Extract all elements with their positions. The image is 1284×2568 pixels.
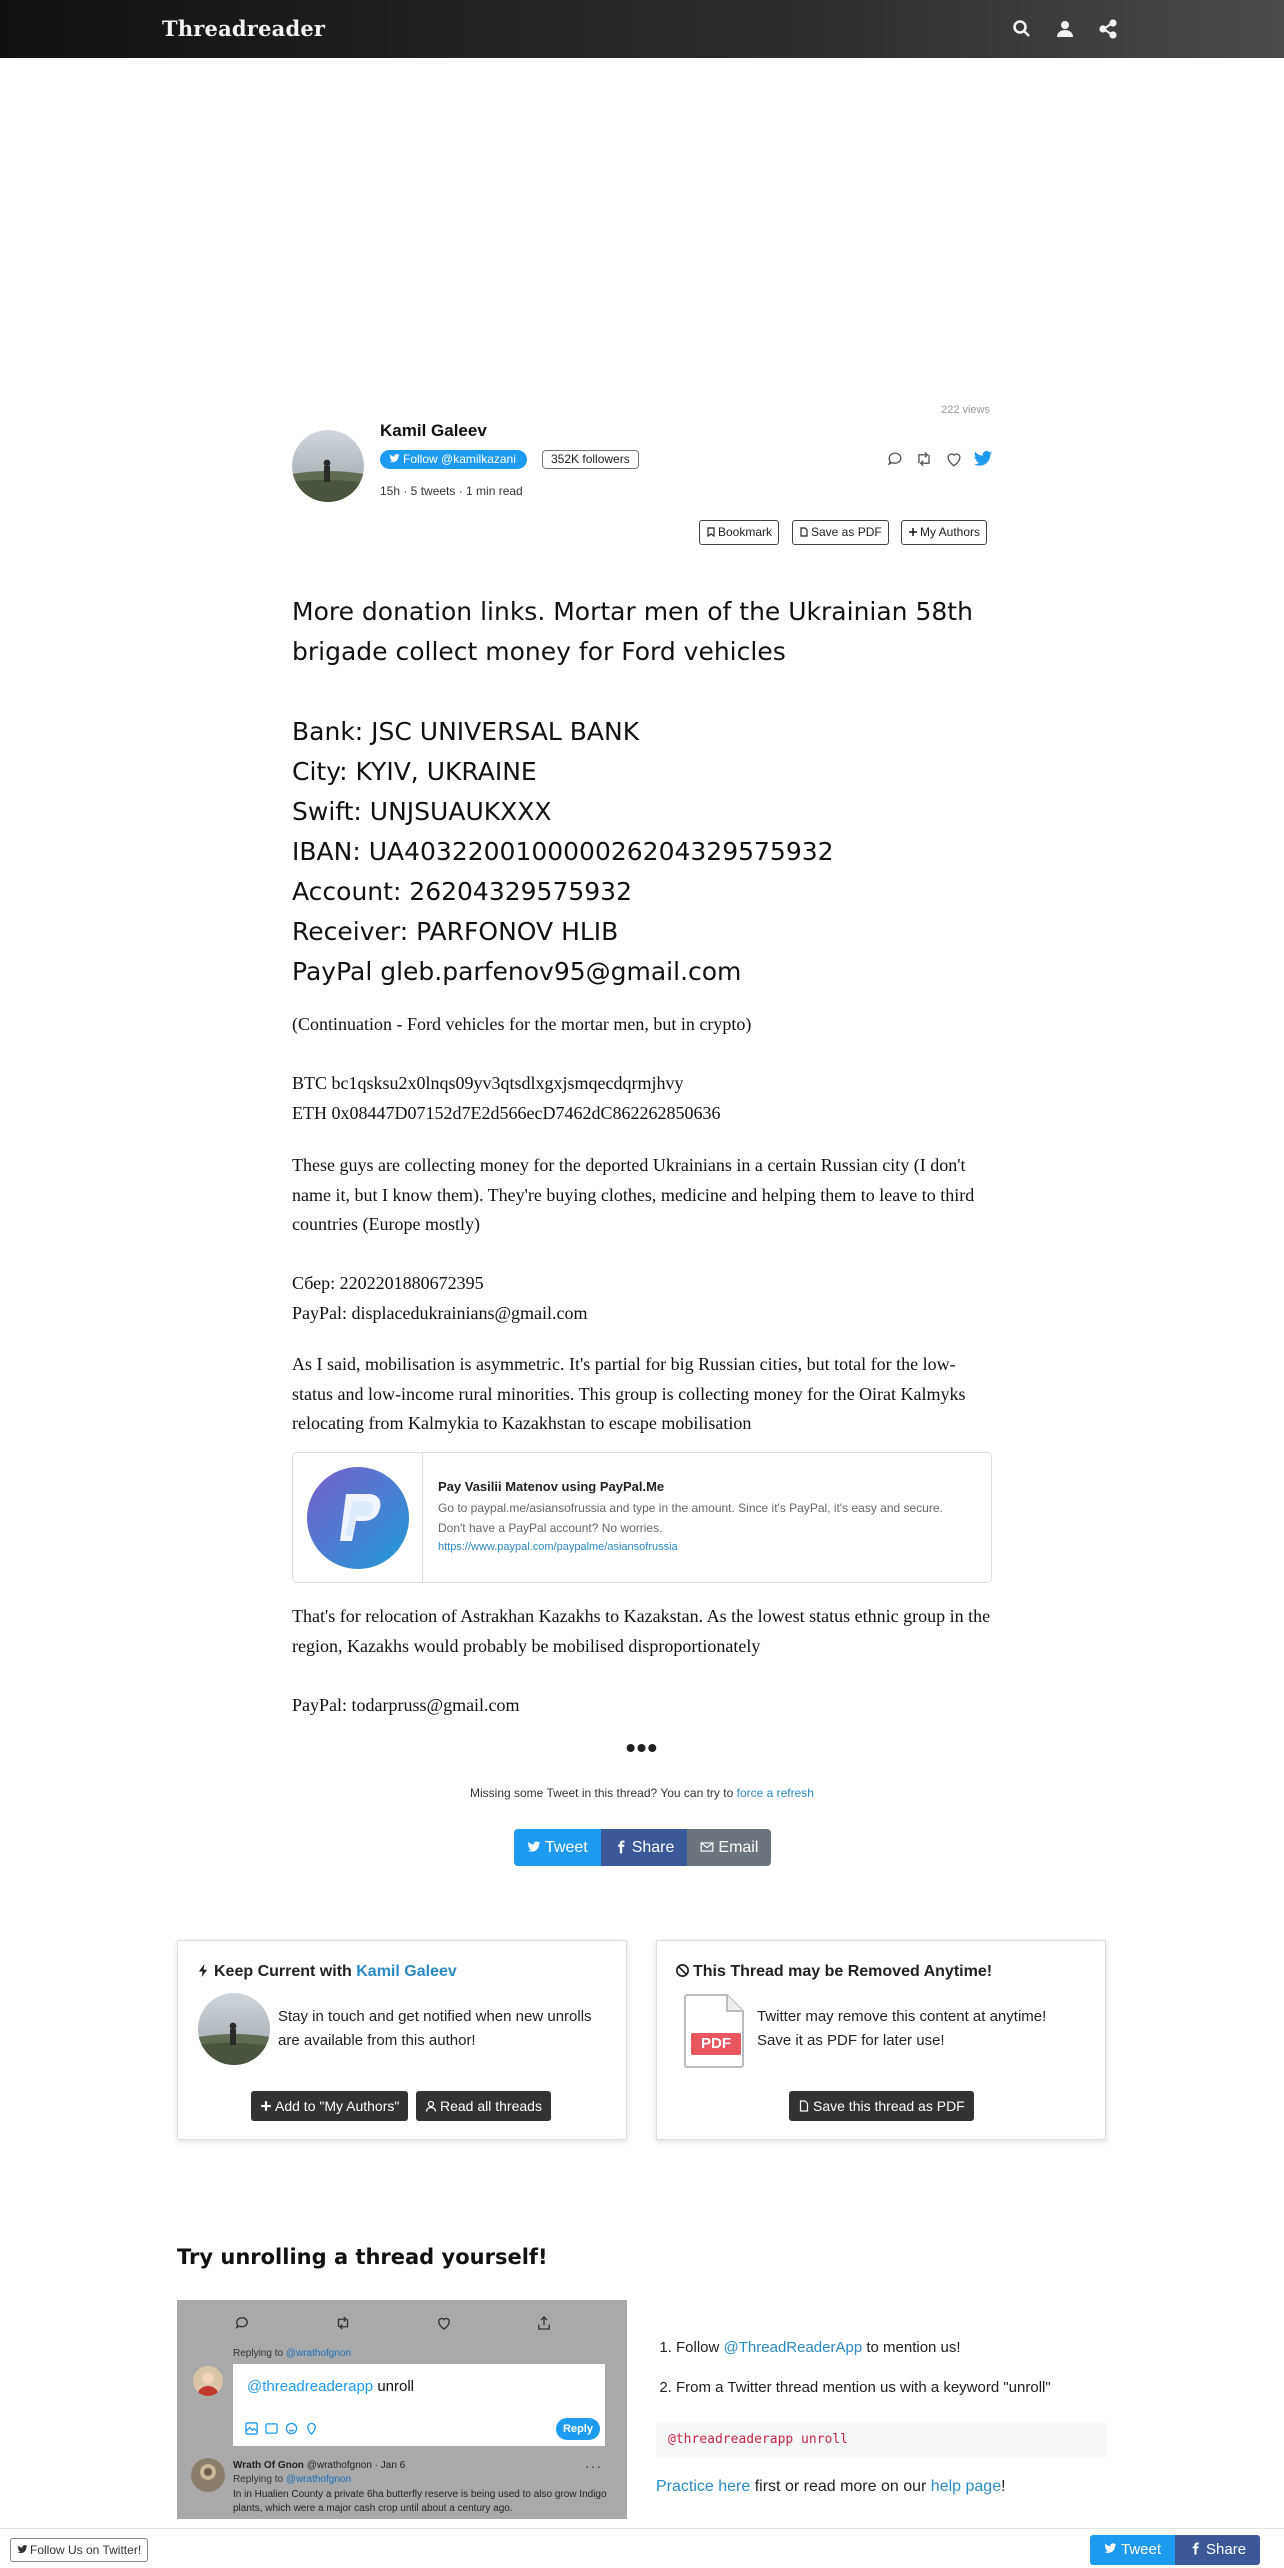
save-thread-pdf-label: Save this thread as PDF bbox=[813, 2098, 965, 2114]
tweet-3-line: PayPal: displacedukrainians@gmail.com bbox=[292, 1302, 588, 1323]
facebook-share-button[interactable] bbox=[601, 1829, 688, 1866]
unroll-step-1 bbox=[676, 2338, 1106, 2358]
save-pdf-button[interactable] bbox=[792, 520, 889, 545]
bookmark-label: Bookmark bbox=[718, 525, 773, 539]
paypal-logo bbox=[293, 1453, 423, 1582]
step-1-prefix: Follow bbox=[676, 2339, 720, 2356]
follow-us-button[interactable] bbox=[10, 2538, 148, 2562]
step-1-suffix: to mention us! bbox=[866, 2339, 961, 2356]
my-authors-button[interactable] bbox=[901, 520, 987, 545]
keep-current-text: Stay in touch and get notified when new unrolls are available from this author! bbox=[278, 2008, 592, 2049]
twitter-icon bbox=[17, 2544, 28, 2555]
tweet-3-line: These guys are collecting money for the deported Ukrainians in a certain Russian city (I don't name it, but I know them). They're buying clothes, medicine and helping them to leave to third countries (Europe mostly) bbox=[292, 1155, 975, 1234]
twitter-icon bbox=[527, 1840, 541, 1854]
file-icon bbox=[798, 2100, 810, 2112]
demo-replying-2 bbox=[233, 2474, 351, 2485]
footer-share-button[interactable] bbox=[1175, 2535, 1260, 2565]
tweet-3-line: Сбер: 2202201880672395 bbox=[292, 1273, 484, 1293]
demo-replying-label-2: Replying to bbox=[233, 2474, 284, 2485]
tweet-3 bbox=[292, 1151, 992, 1328]
like-icon bbox=[435, 2314, 453, 2332]
demo-mention: @threadreaderapp bbox=[247, 2378, 374, 2395]
bolt-icon bbox=[196, 1963, 211, 1978]
keep-current-author-link[interactable]: Kamil Galeev bbox=[356, 1963, 457, 1980]
follow-us-label: Follow Us on Twitter! bbox=[30, 2543, 142, 2557]
tweet-1-line: More donation links. Mortar men of the Ukrainian 58th brigade collect money for Ford vehicles bbox=[292, 597, 973, 666]
emoji-icon bbox=[285, 2422, 298, 2435]
threadreaderapp-link[interactable]: @ThreadReaderApp bbox=[723, 2339, 863, 2356]
email-share-button[interactable] bbox=[687, 1829, 771, 1866]
user-icon bbox=[425, 2100, 437, 2112]
footer-tweet-button[interactable] bbox=[1090, 2535, 1175, 2565]
tweet-5-line: PayPal: todarpruss@gmail.com bbox=[292, 1694, 520, 1715]
force-refresh-link[interactable]: force a refresh bbox=[736, 1786, 814, 1800]
facebook-share-label: Share bbox=[631, 1839, 675, 1856]
tweet-1-line: Account: 26204329575932 bbox=[292, 877, 632, 906]
help-page-link[interactable]: help page bbox=[930, 2478, 1002, 2495]
keep-current-prefix: Keep Current with bbox=[214, 1963, 352, 1980]
bottom-bar bbox=[0, 2528, 1284, 2568]
share-buttons bbox=[514, 1829, 771, 1866]
my-authors-label: My Authors bbox=[920, 525, 981, 539]
removed-text: Twitter may remove this content at anytime! Save it as PDF for later use! bbox=[757, 2008, 1047, 2049]
author-avatar[interactable] bbox=[292, 430, 364, 502]
location-icon bbox=[305, 2422, 318, 2435]
link-card[interactable] bbox=[292, 1452, 992, 1583]
bookmark-button[interactable] bbox=[699, 520, 779, 545]
plus-icon bbox=[908, 527, 918, 537]
envelope-icon bbox=[700, 1840, 714, 1854]
author-name[interactable]: Kamil Galeev bbox=[380, 421, 487, 440]
reply-icon bbox=[233, 2314, 251, 2332]
brand-logo[interactable]: Threadreader bbox=[162, 16, 326, 41]
demo-handle-2: @wrathofgnon bbox=[285, 2474, 352, 2485]
share-icon[interactable] bbox=[1096, 17, 1120, 41]
demo-compose-text bbox=[247, 2378, 414, 2395]
tweet-share-button[interactable] bbox=[514, 1829, 601, 1866]
removed-title bbox=[675, 1963, 992, 1981]
like-icon[interactable] bbox=[944, 449, 964, 469]
ban-icon bbox=[675, 1963, 690, 1978]
read-all-threads-button[interactable] bbox=[416, 2091, 551, 2121]
removed-warning-box bbox=[656, 1940, 1106, 2140]
tweet-1-line: City: KYIV, UKRAINE bbox=[292, 757, 537, 786]
tweet-2-line: (Continuation - Ford vehicles for the mortar men, but in crypto) bbox=[292, 1014, 752, 1034]
demo-reply-button: Reply bbox=[556, 2418, 600, 2440]
demo-avatar-1 bbox=[193, 2366, 223, 2396]
reply-icon[interactable] bbox=[885, 449, 905, 469]
thread-end-ellipsis: ••• bbox=[625, 1732, 659, 1763]
practice-line bbox=[656, 2478, 1006, 2496]
file-icon bbox=[799, 527, 809, 537]
tweet-1-line: Receiver: PARFONOV HLIB bbox=[292, 917, 619, 946]
gif-icon bbox=[265, 2422, 278, 2435]
tweet-2 bbox=[292, 1010, 992, 1128]
pdf-badge-text: PDF bbox=[701, 2035, 731, 2052]
keep-current-title bbox=[196, 1963, 457, 1981]
demo-author-name: Wrath Of Gnon bbox=[233, 2460, 304, 2471]
view-count: 222 views bbox=[941, 404, 990, 416]
search-icon[interactable] bbox=[1010, 17, 1034, 41]
twitter-icon[interactable] bbox=[973, 449, 993, 469]
navbar bbox=[0, 0, 1284, 58]
card-url[interactable]: https://www.paypal.com/paypalme/asiansofrussia bbox=[438, 1541, 678, 1553]
tweet-1-line: Swift: UNJSUAUKXXX bbox=[292, 797, 552, 826]
card-title[interactable]: Pay Vasilii Matenov using PayPal.Me bbox=[438, 1479, 665, 1494]
practice-end: ! bbox=[1001, 2478, 1006, 2495]
tweet-4 bbox=[292, 1350, 992, 1439]
twitter-icon bbox=[389, 453, 400, 464]
tweet-1-line: IBAN: UA403220010000026204329575932 bbox=[292, 837, 834, 866]
twitter-icon bbox=[1104, 2542, 1117, 2555]
thread-meta: 15h · 5 tweets · 1 min read bbox=[380, 484, 523, 498]
demo-tweet-body: In in Hualien County a private 6ha butterfly reserve is being used to also grow Indigo plants, which were a major cash crop until about a century ago. bbox=[233, 2489, 607, 2514]
plus-icon bbox=[260, 2100, 272, 2112]
follow-button[interactable] bbox=[380, 450, 527, 469]
footer-tweet-label: Tweet bbox=[1121, 2541, 1162, 2558]
follow-label: Follow @kamilkazani bbox=[403, 452, 516, 466]
tweet-actions bbox=[880, 449, 993, 469]
demo-tweet-author bbox=[233, 2460, 405, 2471]
tweet-2-line: ETH 0x08447D07152d7E2d566ecD7462dC862262850636 bbox=[292, 1102, 721, 1123]
missing-tweet-note bbox=[292, 1786, 992, 1800]
footer-share-buttons bbox=[1090, 2535, 1260, 2565]
pdf-icon bbox=[681, 1993, 747, 2069]
tweet-share-label: Tweet bbox=[545, 1839, 588, 1856]
demo-handle-1: @wrathofgnon bbox=[285, 2348, 352, 2359]
demo-compose-box bbox=[233, 2364, 605, 2446]
demo-avatar-2 bbox=[191, 2458, 225, 2492]
keep-current-box bbox=[177, 1940, 627, 2140]
tweet-1 bbox=[292, 592, 992, 992]
more-icon: ··· bbox=[585, 2458, 602, 2474]
tweet-4-text: As I said, mobilisation is asymmetric. It's partial for big Russian cities, but total for the low-status and low-income rural minorities. This group is collecting money for the Oirat Kalmyks relocating from Kalmykia to Kazakhstan to escape mobilisation bbox=[292, 1354, 966, 1433]
tweet-2-line: BTC bc1qsksu2x0lnqs09yv3qtsdlxgxjsmqecdqrmjhvy bbox=[292, 1073, 684, 1093]
email-share-label: Email bbox=[718, 1839, 759, 1856]
footer-share-label: Share bbox=[1206, 2541, 1247, 2558]
save-pdf-label: Save as PDF bbox=[811, 525, 882, 539]
facebook-icon bbox=[614, 1840, 628, 1854]
practice-mid-text: first or read more on our bbox=[754, 2478, 927, 2495]
card-description: Go to paypal.me/asiansofrussia and type in the amount. Since it's PayPal, it's easy and secure. Don't have a PayPal account? No worries. bbox=[438, 1501, 943, 1535]
unroll-step-2: 2. From a Twitter thread mention us with a keyword "unroll" bbox=[676, 2378, 1106, 2398]
tweet-5 bbox=[292, 1602, 992, 1720]
demo-replying-label: Replying to bbox=[233, 2348, 284, 2359]
tweet-5-line: That's for relocation of Astrakhan Kazakhs to Kazakstan. As the lowest status ethnic group in the region, Kazakhs would probably be mobilised disproportionately bbox=[292, 1606, 991, 1656]
read-all-threads-label: Read all threads bbox=[440, 2098, 542, 2114]
user-icon[interactable] bbox=[1053, 17, 1077, 41]
demo-tweet-meta: @wrathofgnon · Jan 6 bbox=[306, 2460, 406, 2471]
unroll-steps bbox=[656, 2338, 1106, 2418]
missing-text: Missing some Tweet in this thread? You can try to bbox=[470, 1786, 734, 1800]
demo-replying-1 bbox=[233, 2348, 351, 2359]
upload-icon bbox=[535, 2314, 553, 2332]
try-unroll-heading: Try unrolling a thread yourself! bbox=[177, 2245, 548, 2269]
tweet-1-line: Bank: JSC UNIVERSAL BANK bbox=[292, 717, 640, 746]
practice-here-link[interactable]: Practice here bbox=[656, 2478, 751, 2495]
save-thread-pdf-button[interactable] bbox=[789, 2091, 974, 2121]
followers-count[interactable]: 352K followers bbox=[542, 450, 639, 469]
tweet-1-line: PayPal gleb.parfenov95@gmail.com bbox=[292, 957, 742, 986]
add-to-my-authors-button[interactable] bbox=[251, 2091, 408, 2121]
author-avatar-small[interactable] bbox=[198, 1993, 270, 2065]
retweet-icon[interactable] bbox=[914, 449, 934, 469]
facebook-icon bbox=[1189, 2542, 1202, 2555]
unroll-demo-image bbox=[177, 2300, 627, 2519]
retweet-icon bbox=[334, 2314, 352, 2332]
removed-title-text: This Thread may be Removed Anytime! bbox=[693, 1963, 993, 1980]
bookmark-icon bbox=[706, 527, 716, 537]
image-icon bbox=[245, 2422, 258, 2435]
add-to-my-authors-label: Add to "My Authors" bbox=[275, 2098, 400, 2114]
demo-command: unroll bbox=[377, 2378, 415, 2395]
unroll-code-snippet: @threadreaderapp unroll bbox=[656, 2422, 1106, 2458]
